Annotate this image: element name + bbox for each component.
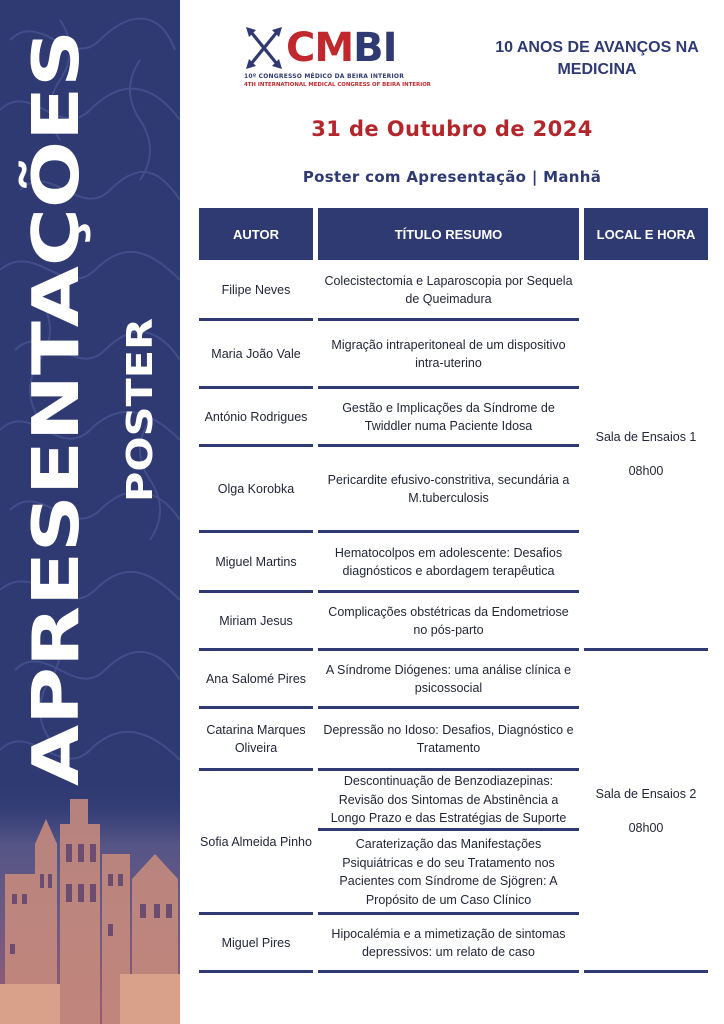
row-divider [318,706,579,709]
author-cell: Olga Korobka [217,481,295,496]
title-cell: Descontinuação de Benzodiazepinas: Revisão dos Sintomas de Abstinência a Longo Prazo e das Estratégias de Suporte [330,774,567,826]
row-divider [318,530,579,533]
title-cell: Migração intraperitoneal de um dispositivo intra-uterino [331,337,566,370]
title-cell: Colecistectomia e Laparoscopia por Sequela de Queimadura [324,273,573,306]
row-divider [318,828,579,831]
author-cell: Filipe Neves [221,282,291,297]
row-divider [318,768,579,771]
row-divider [199,530,313,533]
location-block-2 [584,787,708,835]
location-time: 08h00 [628,464,664,478]
location-time: 08h00 [628,821,664,835]
author-cell: Miriam Jesus [219,613,293,628]
crossed-arrows-icon [244,26,284,70]
row-divider [199,318,313,321]
title-cell: Hematocolpos em adolescente: Desafios diagnósticos e abordagem terapêutica [334,545,563,578]
row-divider [318,970,579,973]
author-cell: Miguel Martins [215,554,297,569]
column-header-titulo: TÍTULO RESUMO [318,208,579,260]
author-cell: Ana Salomé Pires [205,671,307,686]
session-subtitle: Poster com Apresentação | Manhã [302,168,602,186]
title-cell: A Síndrome Diógenes: uma análise clínica e psicossocial [325,662,572,695]
location-room: Sala de Ensaios 1 [595,430,697,444]
logo-subtitle-en: 4TH INTERNATIONAL MEDICAL CONGRESS OF BEIRA INTERIOR [244,82,431,88]
column-header-autor: AUTOR [199,208,313,260]
author-cell: António Rodrigues [204,409,308,424]
location-divider [584,970,708,973]
cmbi-logo [244,25,431,96]
row-divider [199,444,313,447]
banner-title: APRESENTAÇÕES [20,173,94,786]
title-cell: Complicações obstétricas da Endometriose no pós-parto [328,604,569,637]
author-cell: Miguel Pires [221,935,291,950]
author-cell: Sofia Almeida Pinho [200,834,312,849]
logo-wordmark: CMBI [286,25,397,71]
title-cell: Caraterização das Manifestações Psiquiátricas e do seu Tratamento nos Pacientes com Síndrome de Sjögren: A Propósito de um Caso Clínico [339,837,558,907]
row-divider [318,648,579,651]
row-divider [318,318,579,321]
title-cell: Depressão no Idoso: Desafios, Diagnóstico e Tratamento [323,722,574,755]
location-block-1 [584,430,708,478]
row-divider [199,912,313,915]
banner-vertical-titles [0,0,180,1024]
banner-subtitle: POSTER [120,342,161,502]
row-divider [318,444,579,447]
row-divider [199,706,313,709]
row-divider [199,648,313,651]
title-cell: Gestão e Implicações da Síndrome de Twiddler numa Paciente Idosa [342,400,555,433]
side-banner [0,0,180,1024]
row-divider [318,912,579,915]
row-divider [318,386,579,389]
tagline: 10 ANOS DE AVANÇOS NA MEDICINA [495,39,699,78]
row-divider [199,386,313,389]
logo-subtitle-pt: 10º CONGRESSO MÉDICO DA BEIRA INTERIOR [244,73,405,80]
row-divider [199,970,313,973]
title-cell: Hipocalémia e a mimetização de sintomas depressivos: um relato de caso [331,926,566,959]
author-cell: Catarina Marques Oliveira [206,722,306,755]
row-divider [199,768,313,771]
column-header-local: LOCAL E HORA [584,208,708,260]
title-cell: Pericardite efusivo-constritiva, secundária a M.tuberculosis [327,472,570,505]
author-cell: Maria João Vale [211,346,301,361]
row-divider [199,590,313,593]
event-date: 31 de Outubro de 2024 [311,117,593,141]
row-divider [318,590,579,593]
location-divider [584,648,708,651]
location-room: Sala de Ensaios 2 [595,787,697,801]
